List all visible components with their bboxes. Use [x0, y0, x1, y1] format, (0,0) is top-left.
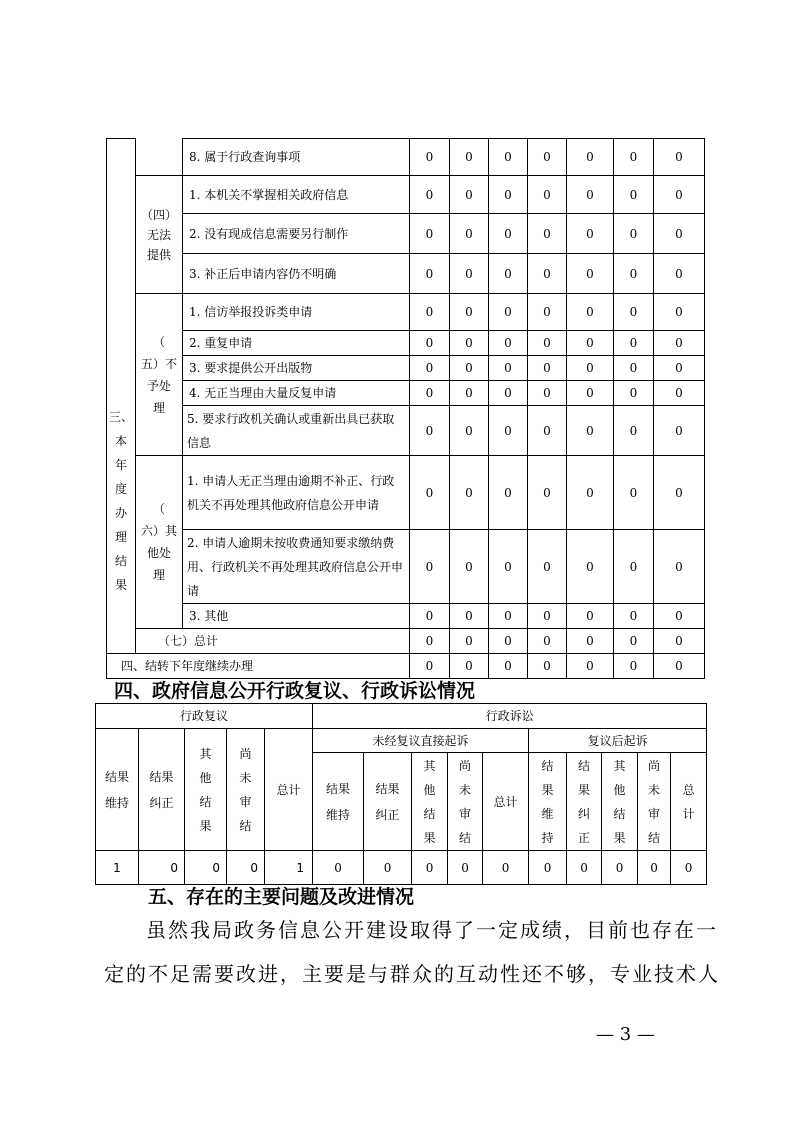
row-label: 3. 其他 — [183, 604, 410, 629]
cell-value: 0 — [448, 851, 483, 885]
cell-value: 0 — [450, 331, 489, 356]
section4-heading: 四、政府信息公开行政复议、行政诉讼情况 — [114, 680, 476, 702]
cell-value: 0 — [614, 654, 654, 679]
cell-value: 0 — [489, 214, 528, 254]
cell-value: 0 — [412, 851, 448, 885]
cell-value: 0 — [410, 254, 450, 294]
header-fuyihou: 复议后起诉 — [529, 729, 707, 753]
cell-value: 0 — [227, 851, 265, 885]
row-label: 2. 申请人逾期未按收费通知要求缴纳费用、行政机关不再处理其政府信息公开申请 — [183, 530, 410, 604]
cell-value: 0 — [567, 214, 614, 254]
cell-value: 0 — [489, 530, 528, 604]
table-row — [107, 381, 705, 406]
row-label: 3. 要求提供公开出版物 — [183, 356, 410, 381]
cell-value: 0 — [654, 254, 705, 294]
cell-value: 0 — [450, 629, 489, 654]
cell-value: 0 — [489, 294, 528, 331]
cell-value: 0 — [614, 456, 654, 530]
cell-value: 0 — [528, 456, 567, 530]
cell-value: 0 — [567, 530, 614, 604]
cell-value: 0 — [489, 356, 528, 381]
cell-value: 0 — [654, 654, 705, 679]
cell-value: 0 — [528, 356, 567, 381]
cell-value: 0 — [614, 406, 654, 456]
cell-value: 0 — [638, 851, 671, 885]
table-row — [107, 294, 705, 331]
section-label-cell — [107, 139, 136, 629]
row-label: 2. 没有现成信息需要另行制作 — [183, 214, 410, 254]
cell-value: 0 — [654, 139, 705, 176]
header-fuyi: 行政复议 — [96, 704, 313, 729]
cell-value: 0 — [489, 254, 528, 294]
table-row-total — [107, 629, 705, 654]
col-fh-jiuzheng: 结果纠正 — [567, 753, 602, 851]
cell-value: 1 — [265, 851, 313, 885]
cell-value: 0 — [410, 214, 450, 254]
cell-value: 0 — [450, 530, 489, 604]
body-paragraph-line2: 定的不足需要改进，主要是与群众的互动性还不够，专业技术人 — [104, 962, 720, 986]
cell-value: 0 — [567, 176, 614, 214]
cell-value: 0 — [450, 139, 489, 176]
results-table — [106, 138, 705, 679]
cell-value: 0 — [528, 176, 567, 214]
cell-value: 0 — [139, 851, 185, 885]
col-wj-shangwei: 尚未审结 — [448, 753, 483, 851]
cell-value: 0 — [450, 176, 489, 214]
col-fuyi-qita: 其他结果 — [185, 729, 227, 851]
cell-value: 0 — [528, 294, 567, 331]
cell-value: 0 — [654, 294, 705, 331]
total-label: （七）总计 — [136, 629, 410, 654]
cell-value: 0 — [489, 381, 528, 406]
cell-value: 0 — [614, 214, 654, 254]
review-litigation-table — [95, 703, 707, 885]
cell-value: 0 — [654, 356, 705, 381]
cell-value: 0 — [614, 356, 654, 381]
table-row — [107, 254, 705, 294]
cell-value: 0 — [567, 654, 614, 679]
row-label: 1. 信访举报投诉类申请 — [183, 294, 410, 331]
cell-value: 0 — [567, 381, 614, 406]
cell-value: 0 — [614, 629, 654, 654]
cell-value: 0 — [528, 139, 567, 176]
header-weijing: 未经复议直接起诉 — [313, 729, 529, 753]
table-row — [107, 604, 705, 629]
cell-value: 0 — [528, 254, 567, 294]
table-row — [96, 851, 707, 885]
cell-value: 0 — [567, 406, 614, 456]
cell-value: 0 — [654, 406, 705, 456]
cell-value: 0 — [567, 254, 614, 294]
cell-value: 0 — [529, 851, 567, 885]
col-fuyi-zongji: 总计 — [265, 729, 313, 851]
cell-value: 0 — [450, 381, 489, 406]
cell-value: 0 — [410, 176, 450, 214]
table-row — [107, 356, 705, 381]
cell-value: 0 — [528, 214, 567, 254]
cell-value: 0 — [528, 406, 567, 456]
cell-value: 0 — [654, 176, 705, 214]
cell-value: 0 — [489, 604, 528, 629]
cell-value: 0 — [567, 629, 614, 654]
col-wj-zongji: 总计 — [483, 753, 529, 851]
cell-value: 0 — [567, 456, 614, 530]
cell-value: 0 — [654, 331, 705, 356]
cell-value: 0 — [602, 851, 638, 885]
cell-value: 0 — [489, 176, 528, 214]
cell-value: 0 — [450, 654, 489, 679]
cell-value: 0 — [410, 530, 450, 604]
section-label-nian: 本年度办理结果 — [114, 434, 127, 593]
cell-value: 0 — [410, 604, 450, 629]
carry-label: 四、结转下年度继续办理 — [107, 654, 410, 679]
cell-value: 0 — [410, 139, 450, 176]
row-label: 1. 本机关不掌握相关政府信息 — [183, 176, 410, 214]
cell-value: 0 — [410, 381, 450, 406]
table-row — [107, 406, 705, 456]
cell-value: 0 — [614, 331, 654, 356]
cell-value: 0 — [567, 139, 614, 176]
cell-value: 0 — [654, 629, 705, 654]
table-row — [107, 214, 705, 254]
cell-value: 0 — [410, 356, 450, 381]
table-row-carry — [107, 654, 705, 679]
cell-value: 0 — [528, 629, 567, 654]
group-label-wufa: （四） 无法 提供 — [136, 176, 183, 294]
col-fuyi-weichi: 结果维持 — [96, 729, 139, 851]
page-number: — 3 — — [596, 1024, 655, 1045]
cell-value: 0 — [313, 851, 364, 885]
cell-value: 0 — [489, 139, 528, 176]
cell-value: 0 — [450, 456, 489, 530]
cell-value: 0 — [654, 530, 705, 604]
cell-value: 0 — [614, 530, 654, 604]
cell-value: 0 — [483, 851, 529, 885]
row-label: 3. 补正后申请内容仍不明确 — [183, 254, 410, 294]
cell-value: 0 — [528, 381, 567, 406]
col-wj-qita: 其他结果 — [412, 753, 448, 851]
cell-value: 0 — [489, 654, 528, 679]
col-fuyi-shangwei: 尚未审结 — [227, 729, 265, 851]
cell-value: 0 — [364, 851, 412, 885]
cell-value: 0 — [614, 176, 654, 214]
col-fh-qita: 其他结果 — [602, 753, 638, 851]
cell-value: 0 — [528, 654, 567, 679]
cell-value: 0 — [567, 331, 614, 356]
table-row — [107, 530, 705, 604]
col-fh-weichi: 结果维持 — [529, 753, 567, 851]
cell-value: 0 — [654, 456, 705, 530]
cell-value: 0 — [410, 406, 450, 456]
section5-heading: 五、存在的主要问题及改进情况 — [148, 886, 415, 908]
row-label: 5. 要求行政机关确认或重新出具已获取信息 — [183, 406, 410, 456]
cell-value: 0 — [654, 214, 705, 254]
cell-value: 0 — [614, 139, 654, 176]
cell-value: 0 — [671, 851, 707, 885]
cell-value: 0 — [528, 530, 567, 604]
cell-value: 0 — [450, 294, 489, 331]
cell-value: 0 — [528, 604, 567, 629]
table-row — [107, 176, 705, 214]
col-wj-jiuzheng: 结果纠正 — [364, 753, 412, 851]
cell-value: 0 — [567, 604, 614, 629]
cell-value: 0 — [450, 406, 489, 456]
cell-value: 0 — [567, 294, 614, 331]
row-label: 8. 属于行政查询事项 — [183, 139, 410, 176]
cell-value: 0 — [410, 629, 450, 654]
cell-value: 0 — [567, 851, 602, 885]
cell-value: 0 — [450, 356, 489, 381]
row-label: 4. 无正当理由大量反复申请 — [183, 381, 410, 406]
cell-value: 0 — [567, 356, 614, 381]
cell-value: 0 — [528, 331, 567, 356]
row-label: 2. 重复申请 — [183, 331, 410, 356]
table-row — [107, 456, 705, 530]
body-paragraph-line1: 虽然我局政务信息公开建设取得了一定成绩，目前也存在一 — [146, 918, 718, 942]
cell-value: 0 — [489, 629, 528, 654]
cell-value: 1 — [96, 851, 139, 885]
cell-value: 0 — [614, 604, 654, 629]
col-fh-shangwei: 尚未审结 — [638, 753, 671, 851]
cell-value: 0 — [410, 456, 450, 530]
cell-value: 0 — [654, 604, 705, 629]
cell-value: 0 — [654, 381, 705, 406]
cell-value: 0 — [489, 456, 528, 530]
section-label-san: 三、 — [108, 410, 133, 425]
cell-value: 0 — [614, 381, 654, 406]
group-label-buyu: （ 五）不 予处 理 — [136, 294, 183, 456]
cell-value: 0 — [410, 654, 450, 679]
cell-value: 0 — [450, 254, 489, 294]
col-fuyi-jiuzheng: 结果纠正 — [139, 729, 185, 851]
cell-value: 0 — [185, 851, 227, 885]
col-wj-weichi: 结果维持 — [313, 753, 364, 851]
cell-value: 0 — [489, 406, 528, 456]
cell-value: 0 — [614, 254, 654, 294]
col-fh-zongji: 总计 — [671, 753, 707, 851]
cell-value: 0 — [450, 604, 489, 629]
cell-value: 0 — [410, 294, 450, 331]
cell-value: 0 — [614, 294, 654, 331]
cell-value: 0 — [410, 331, 450, 356]
group-label-qita: （ 六）其 他处 理 — [136, 456, 183, 629]
table-row — [107, 139, 705, 176]
table-row — [107, 331, 705, 356]
cell-value: 0 — [450, 214, 489, 254]
cell-value: 0 — [489, 331, 528, 356]
row-label: 1. 申请人无正当理由逾期不补正、行政机关不再处理其他政府信息公开申请 — [183, 456, 410, 530]
header-susong: 行政诉讼 — [313, 704, 707, 729]
